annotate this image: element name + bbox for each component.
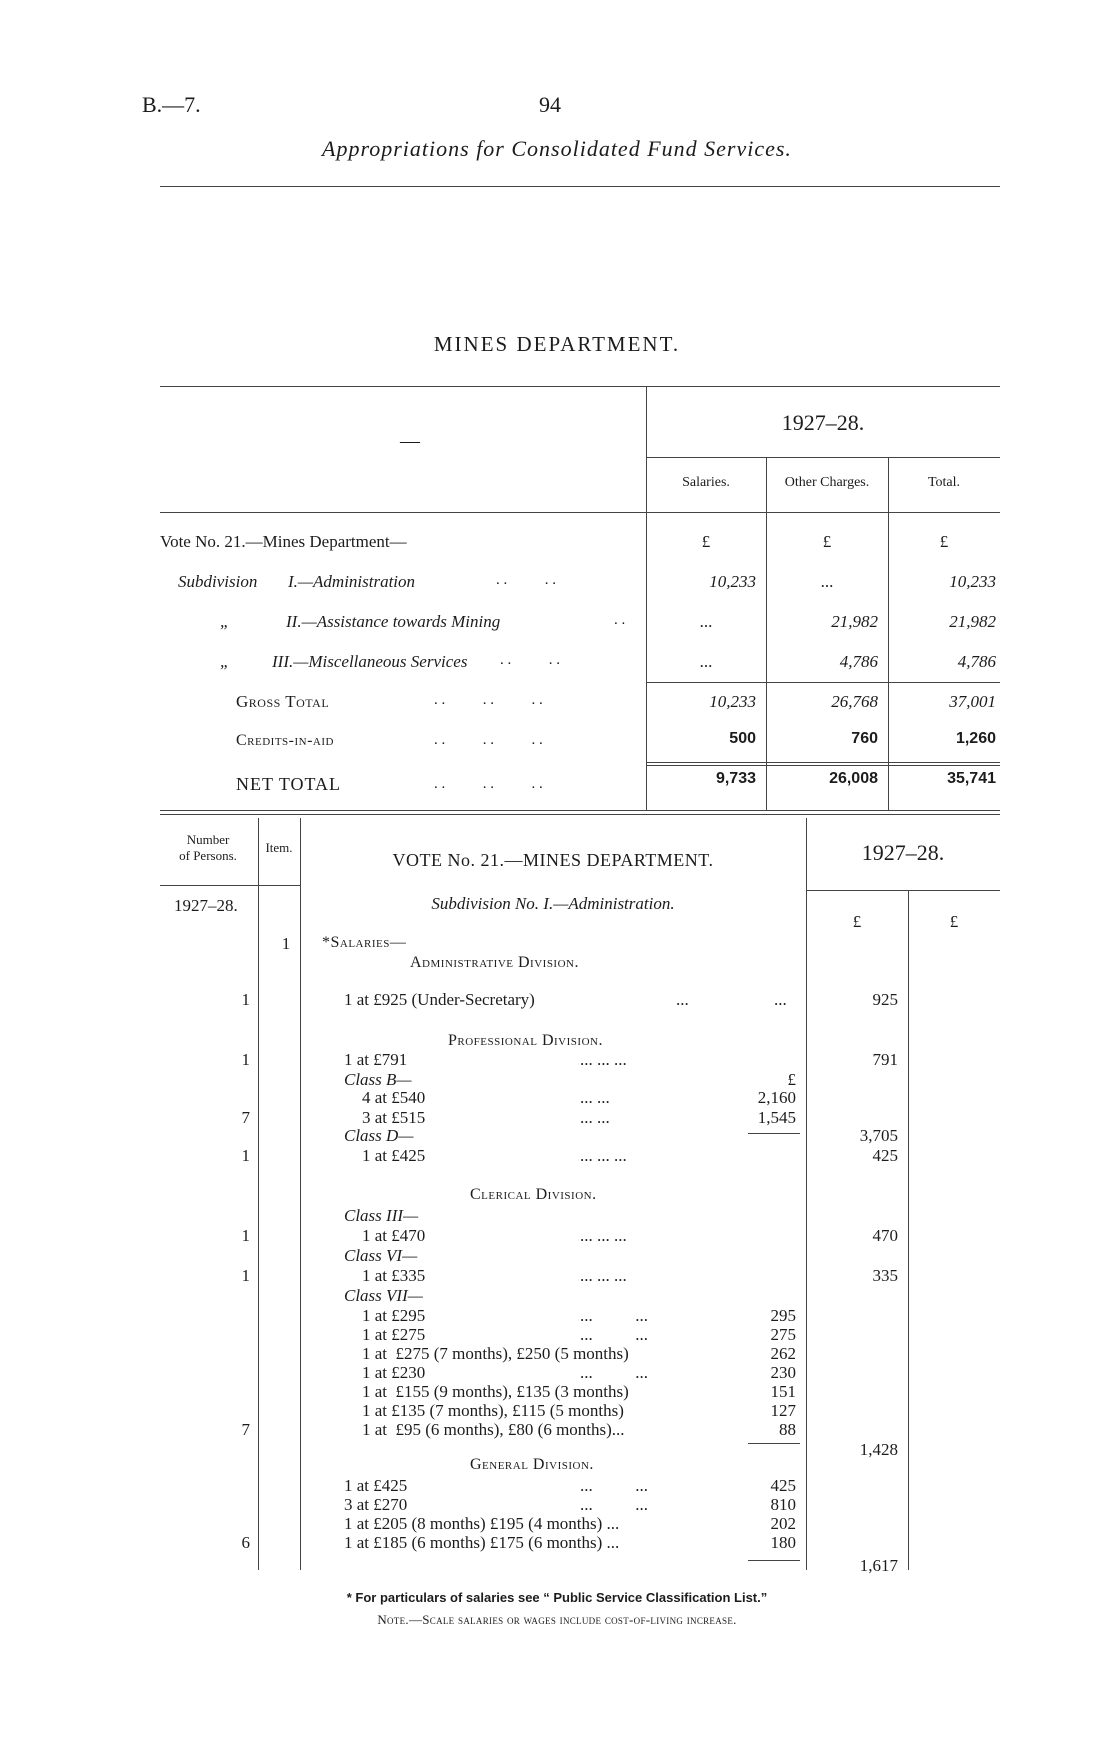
detail-vline-persons [258,818,259,1570]
class-vi-line: 1 at £335 [362,1266,426,1285]
prof-pound: £ [787,1070,796,1089]
summary-bottom-rule-2 [160,814,1000,815]
col-persons: of Persons. [179,848,237,863]
page-number: 94 [539,92,561,117]
gen-line-1: 1 at £425 [344,1476,408,1495]
prof-persons-1: 1 [241,1050,250,1069]
row3-dots: . . . . [500,652,560,668]
admin-division: Administrative Division. [410,954,579,971]
summary-title: MINES DEPARTMENT. [433,332,681,356]
row2-other: 21,982 [831,612,878,631]
credits-salaries: 500 [729,730,756,747]
item-number: 1 [281,934,291,953]
prof-line-1: 1 at £791 [344,1050,408,1069]
net-other: 26,008 [829,770,878,787]
class-iii-persons: 1 [241,1226,250,1245]
row3-label: III.—Miscellaneous Services [272,652,468,671]
admin-persons: 1 [241,990,250,1009]
class-vii-val-3: 262 [770,1344,796,1363]
detail-year-rule [806,890,1000,891]
gross-dots: . . . . . . [434,692,543,708]
class-vii-rule [748,1443,800,1444]
summary-col-salaries: Salaries. [682,475,730,490]
class-vii-val-7: 88 [779,1420,796,1439]
prof-amount-1: 791 [872,1050,898,1069]
row2-dots: . . [614,612,626,628]
class-vii-line-2: 1 at £275 [362,1325,426,1344]
class-vii-val-6: 127 [770,1401,796,1420]
class-vii-line-7: 1 at £95 (6 months), £80 (6 months)... [362,1420,625,1439]
class-vii-val-1: 295 [770,1306,796,1325]
gross-other: 26,768 [831,692,878,711]
summary-dash: — [400,430,420,452]
footnote-salaries: * For particulars of salaries see “ Public Service Classification List.” [346,1590,768,1605]
summary-bottom-rule-1 [160,810,1000,811]
header-rule [160,186,1000,187]
net-rule-1 [646,762,1000,763]
class-vii: Class VII— [344,1286,423,1305]
gross-label: Gross Total [236,692,330,711]
class-b-total: 3,705 [859,1126,898,1145]
class-d: Class D— [344,1126,414,1145]
class-iii: Class III— [344,1206,419,1225]
vote-title: VOTE No. 21.—MINES DEPARTMENT. [392,850,714,870]
row3-other: 4,786 [839,652,878,671]
class-iii-line: 1 at £470 [362,1226,426,1245]
class-b-dots-1: ... ... [580,1088,610,1107]
detail-year-left: 1927–28. [174,896,238,915]
credits-label: Credits-in-aid [236,732,334,749]
class-vii-dots-1: ... ... [580,1306,648,1325]
admin-dots: ... [676,990,689,1009]
gen-dots-2: ... ... [580,1495,648,1514]
gen-val-3: 202 [770,1514,796,1533]
detail-pound-1: £ [852,912,862,931]
gen-val-2: 810 [770,1495,796,1514]
net-label: NET TOTAL [236,774,342,794]
class-d-dots: ... ... ... [580,1146,627,1165]
class-vi-persons: 1 [241,1266,250,1285]
prof-dots-1: ... ... ... [580,1050,627,1069]
gen-line-4: 1 at £185 (6 months) £175 (6 months) ... [344,1533,620,1552]
class-vi-amount: 335 [872,1266,898,1285]
detail-persons-rule [160,885,300,886]
gen-rule [748,1560,800,1561]
row3-total: 4,786 [957,652,996,671]
class-vii-dots-2: ... ... [580,1325,648,1344]
net-salaries: 9,733 [715,770,756,787]
class-b-line-2: 3 at £515 [362,1108,426,1127]
gen-val-1: 425 [770,1476,796,1495]
gen-total: 1,617 [859,1556,898,1575]
class-vi: Class VI— [344,1246,418,1265]
class-vii-line-3: 1 at £275 (7 months), £250 (5 months) [362,1344,629,1363]
page-subtitle: Appropriations for Consolidated Fund Services. [322,136,792,161]
gross-rule [646,682,1000,683]
class-b-val-1: 2,160 [757,1088,796,1107]
net-total: 35,741 [947,770,996,787]
credits-dots: . . . . . . [434,732,543,748]
general-division: General Division. [470,1456,594,1473]
pound-salaries: £ [701,532,711,551]
class-b-persons: 7 [241,1108,250,1127]
detail-vline-item [300,818,301,1570]
prof-division: Professional Division. [448,1032,603,1049]
page-ref: B.—7. [142,92,201,117]
class-vii-dots-4: ... ... [580,1363,648,1382]
admin-dots-2: ... [774,990,787,1009]
class-b-dots-2: ... ... [580,1108,610,1127]
gen-persons: 6 [241,1533,250,1552]
class-iii-dots: ... ... ... [580,1226,627,1245]
class-d-line: 1 at £425 [362,1146,426,1165]
vote-label: Vote No. 21.—Mines Department— [160,532,407,551]
summary-col-other: Other Charges. [784,475,870,490]
summary-year-rule [646,457,1000,458]
credits-other: 760 [851,730,878,747]
class-d-amount: 425 [872,1146,898,1165]
class-vii-line-5: 1 at £155 (9 months), £135 (3 months) [362,1382,629,1401]
admin-amount: 925 [872,990,898,1009]
detail-vline-amount2 [908,890,909,1570]
clerical-division: Clerical Division. [470,1186,597,1203]
col-number: Number [186,832,230,847]
class-vii-val-5: 151 [770,1382,796,1401]
row2-total: 21,982 [949,612,996,631]
summary-header-rule [160,512,1000,513]
summary-vline-3 [888,457,889,810]
class-b: Class B— [344,1070,412,1089]
class-vii-val-2: 275 [770,1325,796,1344]
row3-salaries: ... [699,652,713,671]
pound-other: £ [822,532,832,551]
admin-line: 1 at £925 (Under-Secretary) [344,990,535,1009]
row1-total: 10,233 [949,572,996,591]
row1-prefix: Subdivision [178,572,258,591]
net-dots: . . . . . . [434,776,543,792]
class-b-val-2: 1,545 [757,1108,796,1127]
detail-pound-2: £ [949,912,959,931]
gen-line-2: 3 at £270 [344,1495,408,1514]
class-vi-dots: ... ... ... [580,1266,627,1285]
col-item: Item. [265,840,293,855]
net-rule-2 [646,765,1000,766]
class-vii-persons: 7 [241,1420,250,1439]
class-vii-line-6: 1 at £135 (7 months), £115 (5 months) [362,1401,624,1420]
class-vii-line-1: 1 at £295 [362,1306,426,1325]
class-b-line-1: 4 at £540 [362,1088,426,1107]
summary-col-total: Total. [927,475,961,490]
row1-dots: . . . . [496,572,556,588]
gen-line-3: 1 at £205 (8 months) £195 (4 months) ... [344,1514,620,1533]
row3-prefix: „ [220,652,230,671]
gross-total: 37,001 [949,692,996,711]
pound-total: £ [939,532,949,551]
row2-label: II.—Assistance towards Mining [286,612,501,631]
class-vii-val-4: 230 [770,1363,796,1382]
row1-salaries: 10,233 [709,572,756,591]
class-iii-amount: 470 [872,1226,898,1245]
row2-salaries: ... [699,612,713,631]
class-vii-total: 1,428 [859,1440,898,1459]
summary-year: 1927–28. [781,410,865,435]
credits-total: 1,260 [955,730,996,747]
class-b-rule [748,1133,800,1134]
gen-dots-1: ... ... [580,1476,648,1495]
class-d-persons: 1 [241,1146,250,1165]
salaries-heading: *Salaries— [322,934,407,951]
row1-label: I.—Administration [288,572,416,591]
gross-salaries: 10,233 [709,692,756,711]
subdivision-title: Subdivision No. I.—Administration. [431,894,675,913]
class-vii-line-4: 1 at £230 [362,1363,426,1382]
row2-prefix: „ [220,612,230,631]
summary-top-rule [160,386,1000,387]
row1-other: ... [820,572,834,591]
summary-vline-2 [766,457,767,810]
footnote-scale: Note.—Scale salaries or wages include cost-of-living increase. [377,1612,737,1627]
detail-year: 1927–28. [861,840,945,865]
gen-val-4: 180 [770,1533,796,1552]
